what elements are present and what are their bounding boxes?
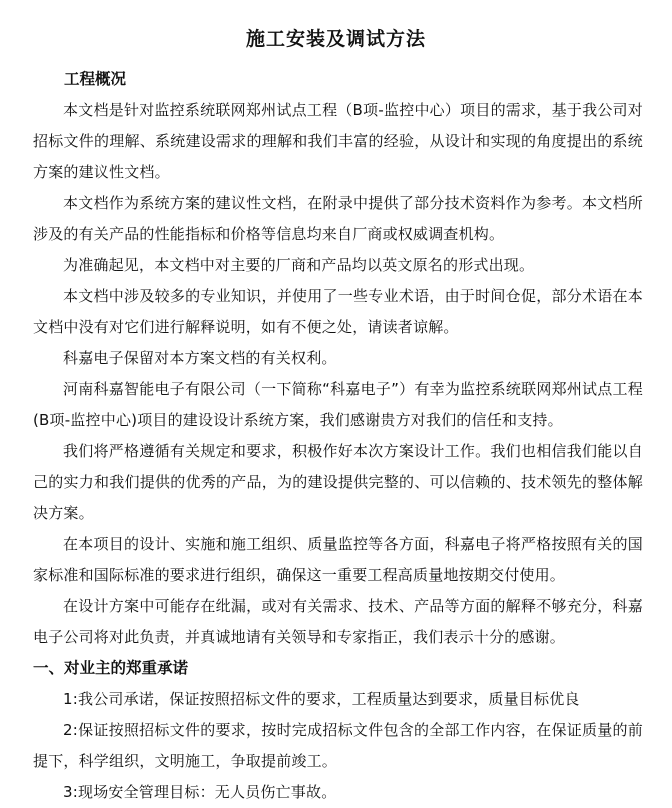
paragraph: 为准确起见，本文档中对主要的厂商和产品均以英文原名的形式出现。 [63, 256, 535, 274]
paragraph: 科嘉电子保留对本方案文档的有关权利。 [63, 349, 337, 367]
paragraph: 本文档中涉及较多的专业知识，并使用了一些专业术语，由于时间仓促，部分术语在本文档中没有对它们进行解释说明，如有不便之处，请读者谅解。 [33, 287, 643, 336]
document-body [33, 64, 643, 808]
paragraph: 在本项目的设计、实施和施工组织、质量监控等各方面，科嘉电子将严格按照有关的国家标准和国际标准的要求进行组织，确保这一重要工程高质量地按期交付使用。 [33, 535, 643, 584]
paragraph: 本文档作为系统方案的建议性文档，在附录中提供了部分技术资料作为参考。本文档所涉及的有关产品的性能指标和价格等信息均来自厂商或权威调查机构。 [33, 194, 643, 243]
paragraph: 我们将严格遵循有关规定和要求，积极作好本次方案设计工作。我们也相信我们能以自己的实力和我们提供的优秀的产品，为的建设提供完整的、可以信赖的、技术领先的整体解决方案。 [33, 442, 643, 522]
section-heading-commitment: 一、对业主的郑重承诺 [33, 659, 189, 677]
paragraph: 河南科嘉智能电子有限公司（一下简称“科嘉电子”）有幸为监控系统联网郑州试点工程(B项-监控中心)项目的建设设计系统方案，我们感谢贵方对我们的信任和支持。 [33, 380, 643, 429]
commitment-item: 2:保证按照招标文件的要求，按时完成招标文件包含的全部工作内容，在保证质量的前提下，科学组织，文明施工，争取提前竣工。 [33, 721, 643, 770]
paragraph: 在设计方案中可能存在纰漏，或对有关需求、技术、产品等方面的解释不够充分，科嘉电子公司将对此负责，并真诚地请有关领导和专家指正，我们表示十分的感谢。 [33, 597, 643, 646]
paragraph: 本文档是针对监控系统联网郑州试点工程（B项-监控中心）项目的需求，基于我公司对招标文件的理解、系统建设需求的理解和我们丰富的经验，从设计和实现的角度提出的系统方案的建议性文档。 [33, 101, 643, 181]
overview-heading: 工程概况 [64, 70, 127, 88]
commitment-item: 1:我公司承诺，保证按照招标文件的要求，工程质量达到要求，质量目标优良 [63, 690, 580, 708]
commitment-item: 3:现场安全管理目标：无人员伤亡事故。 [63, 783, 337, 801]
document-title: 施工安装及调试方法 [245, 28, 426, 50]
